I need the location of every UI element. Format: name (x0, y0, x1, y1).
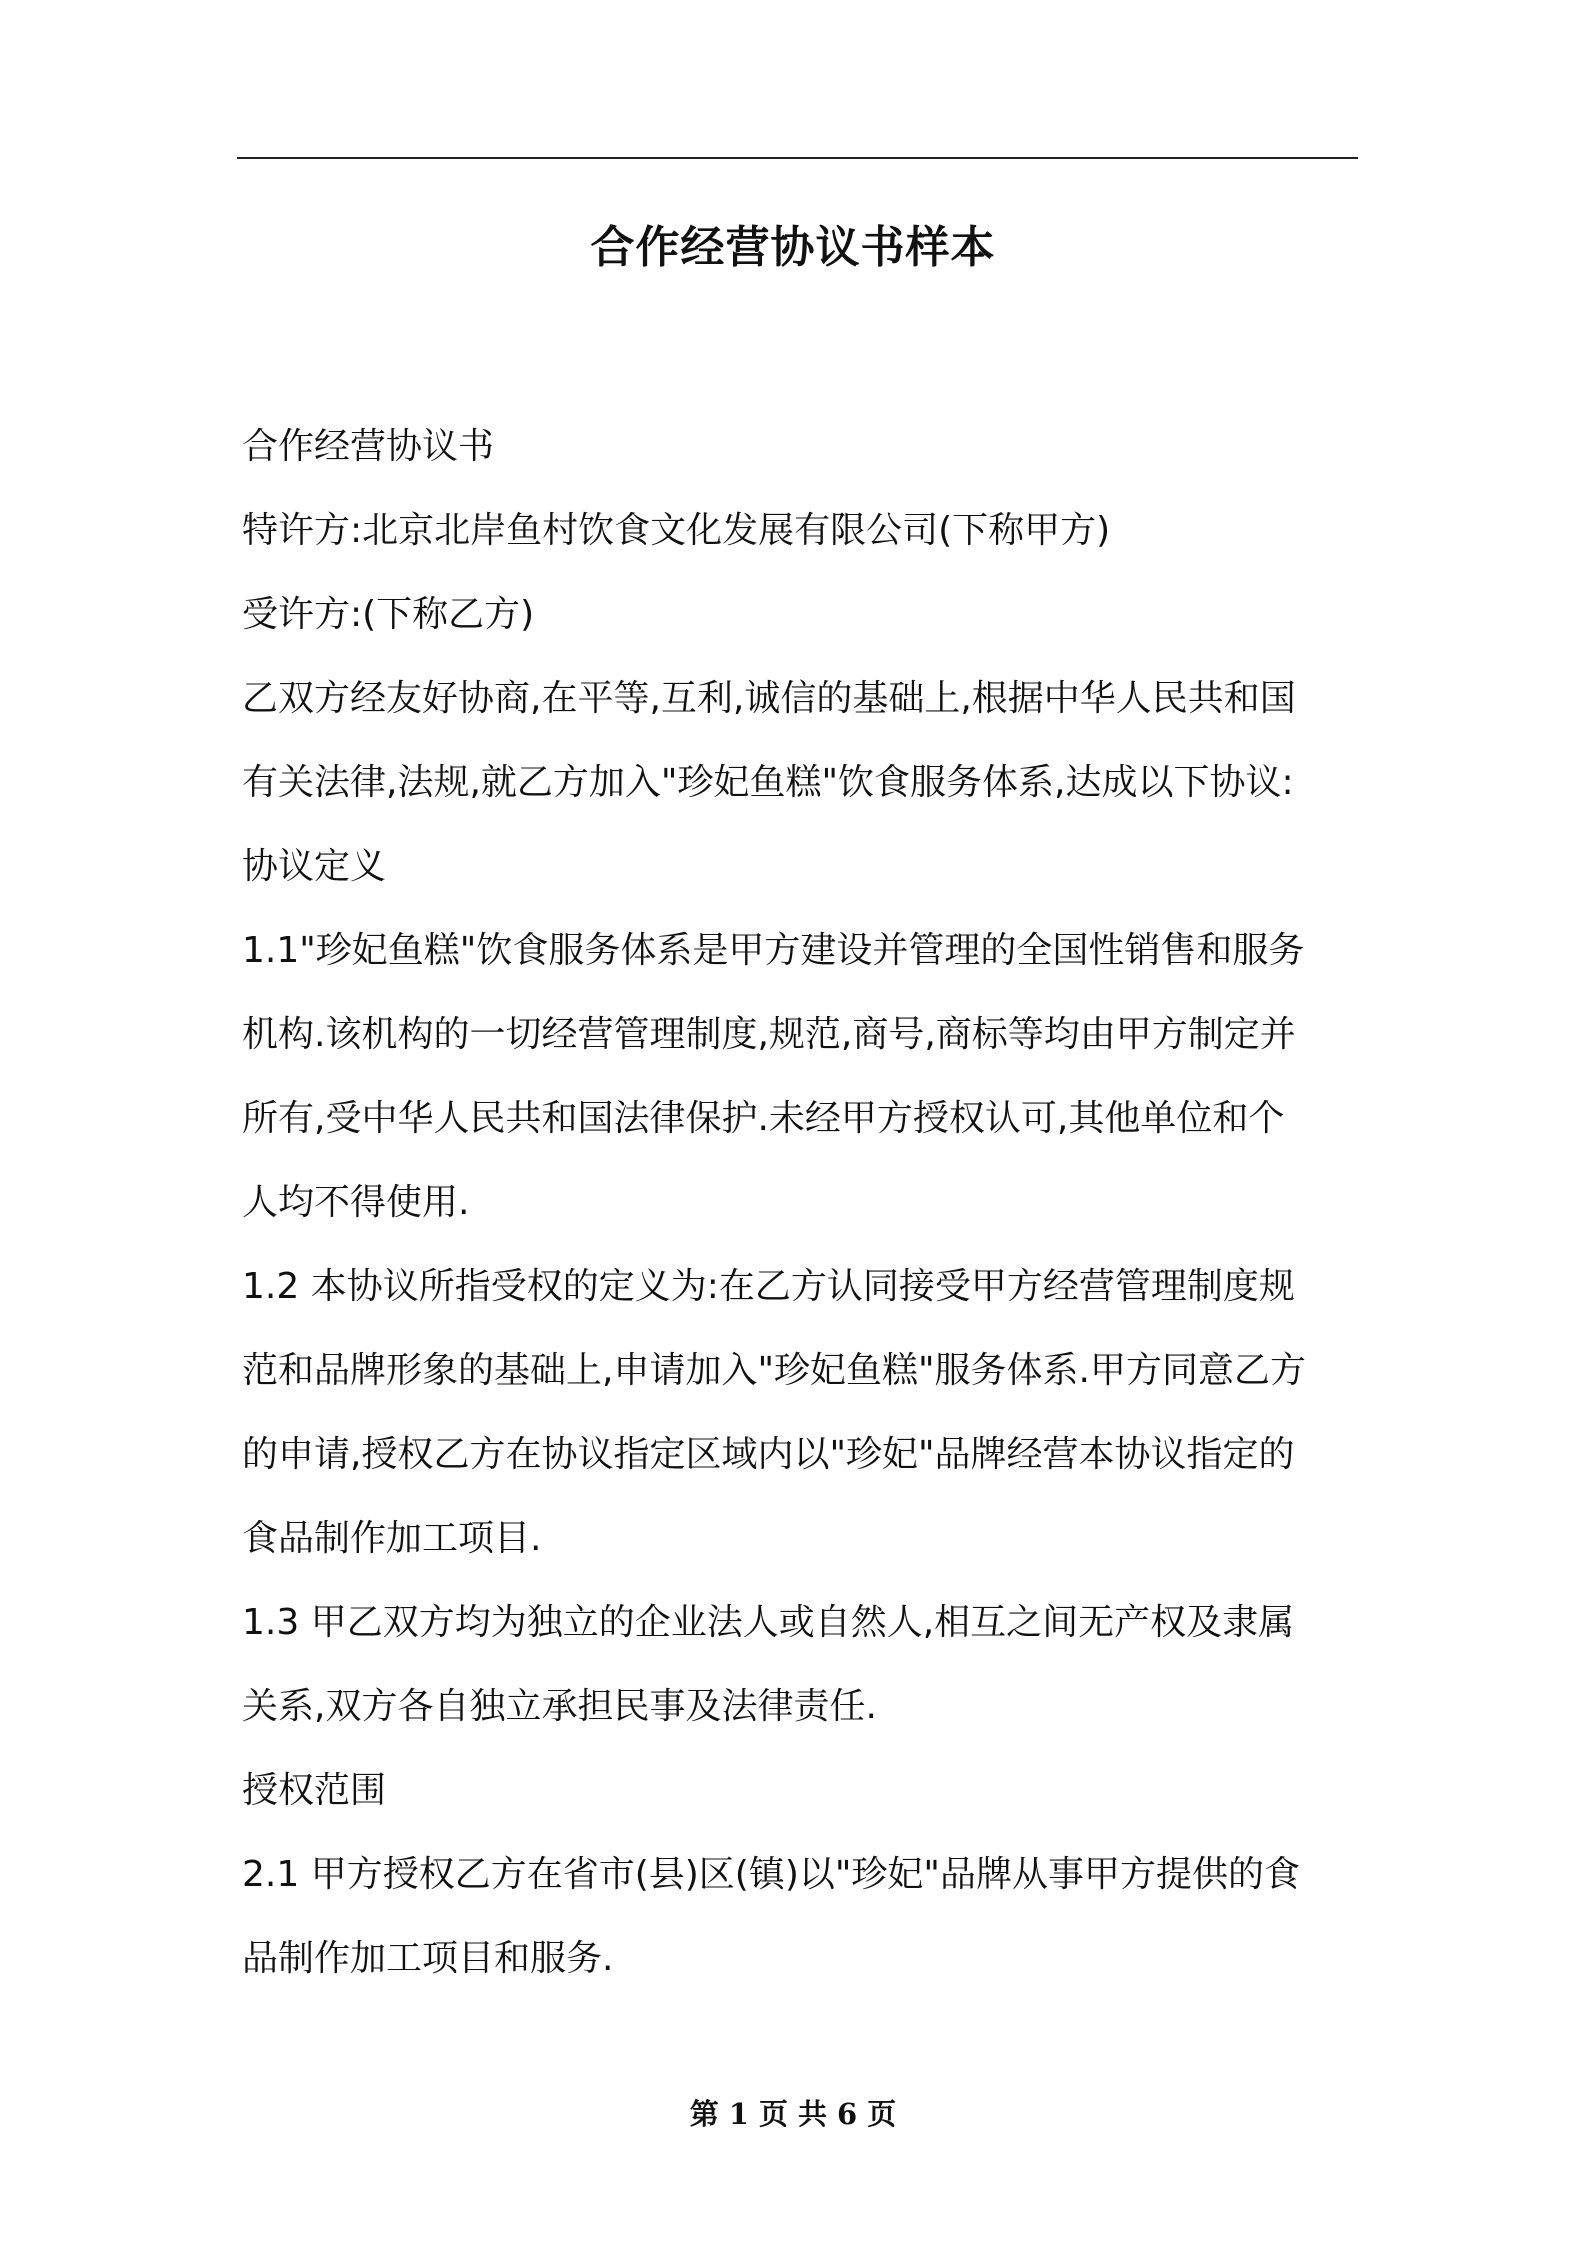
clause-line: 人均不得使用. (242, 1182, 470, 1223)
paragraph-line: 有关法律,法规,就乙方加入"珍妃鱼糕"饮食服务体系,达成以下协议: (242, 762, 1294, 803)
page-current-number: 1 (728, 2097, 749, 2131)
section-heading-agreement: 合作经营协议书 (242, 426, 495, 467)
clause-line: 2.1 甲方授权乙方在省市(县)区(镇)以"珍妃"品牌从事甲方提供的食 (242, 1854, 1300, 1895)
page-total-number: 6 (837, 2097, 858, 2131)
clause-line: 1.2 本协议所指受权的定义为:在乙方认同接受甲方经营管理制度规 (242, 1266, 1295, 1307)
clause-line: 食品制作加工项目. (242, 1518, 542, 1559)
clause-line: 所有,受中华人民共和国法律保护.未经甲方授权认可,其他单位和个 (242, 1098, 1285, 1139)
page-title: 合作经营协议书样本 (590, 222, 996, 273)
paragraph-line: 乙双方经友好协商,在平等,互利,诚信的基础上,根据中华人民共和国 (242, 678, 1296, 719)
licensor-line: 特许方:北京北岸鱼村饮食文化发展有限公司(下称甲方) (242, 510, 1111, 551)
clause-line: 1.1"珍妃鱼糕"饮食服务体系是甲方建设并管理的全国性销售和服务 (242, 930, 1305, 971)
clause-line: 机构.该机构的一切经营管理制度,规范,商号,商标等均由甲方制定并 (242, 1014, 1296, 1055)
clause-line: 关系,双方各自独立承担民事及法律责任. (242, 1686, 877, 1727)
page-footer (0, 2094, 1586, 2134)
page-middle: 页 共 (758, 2097, 828, 2131)
section-heading-scope: 授权范围 (242, 1770, 387, 1811)
section-heading-definitions: 协议定义 (242, 846, 387, 887)
clause-line: 1.3 甲乙双方均为独立的企业法人或自然人,相互之间无产权及隶属 (242, 1602, 1295, 1643)
page-suffix: 页 (867, 2097, 897, 2131)
clause-line: 品制作加工项目和服务. (242, 1938, 614, 1979)
licensee-line: 受许方:(下称乙方) (242, 594, 535, 635)
document-body (242, 405, 1358, 2001)
header-divider (237, 157, 1358, 159)
page-prefix: 第 (689, 2097, 719, 2131)
clause-line: 的申请,授权乙方在协议指定区域内以"珍妃"品牌经营本协议指定的 (242, 1434, 1295, 1475)
clause-line: 范和品牌形象的基础上,申请加入"珍妃鱼糕"服务体系.甲方同意乙方 (242, 1350, 1307, 1391)
